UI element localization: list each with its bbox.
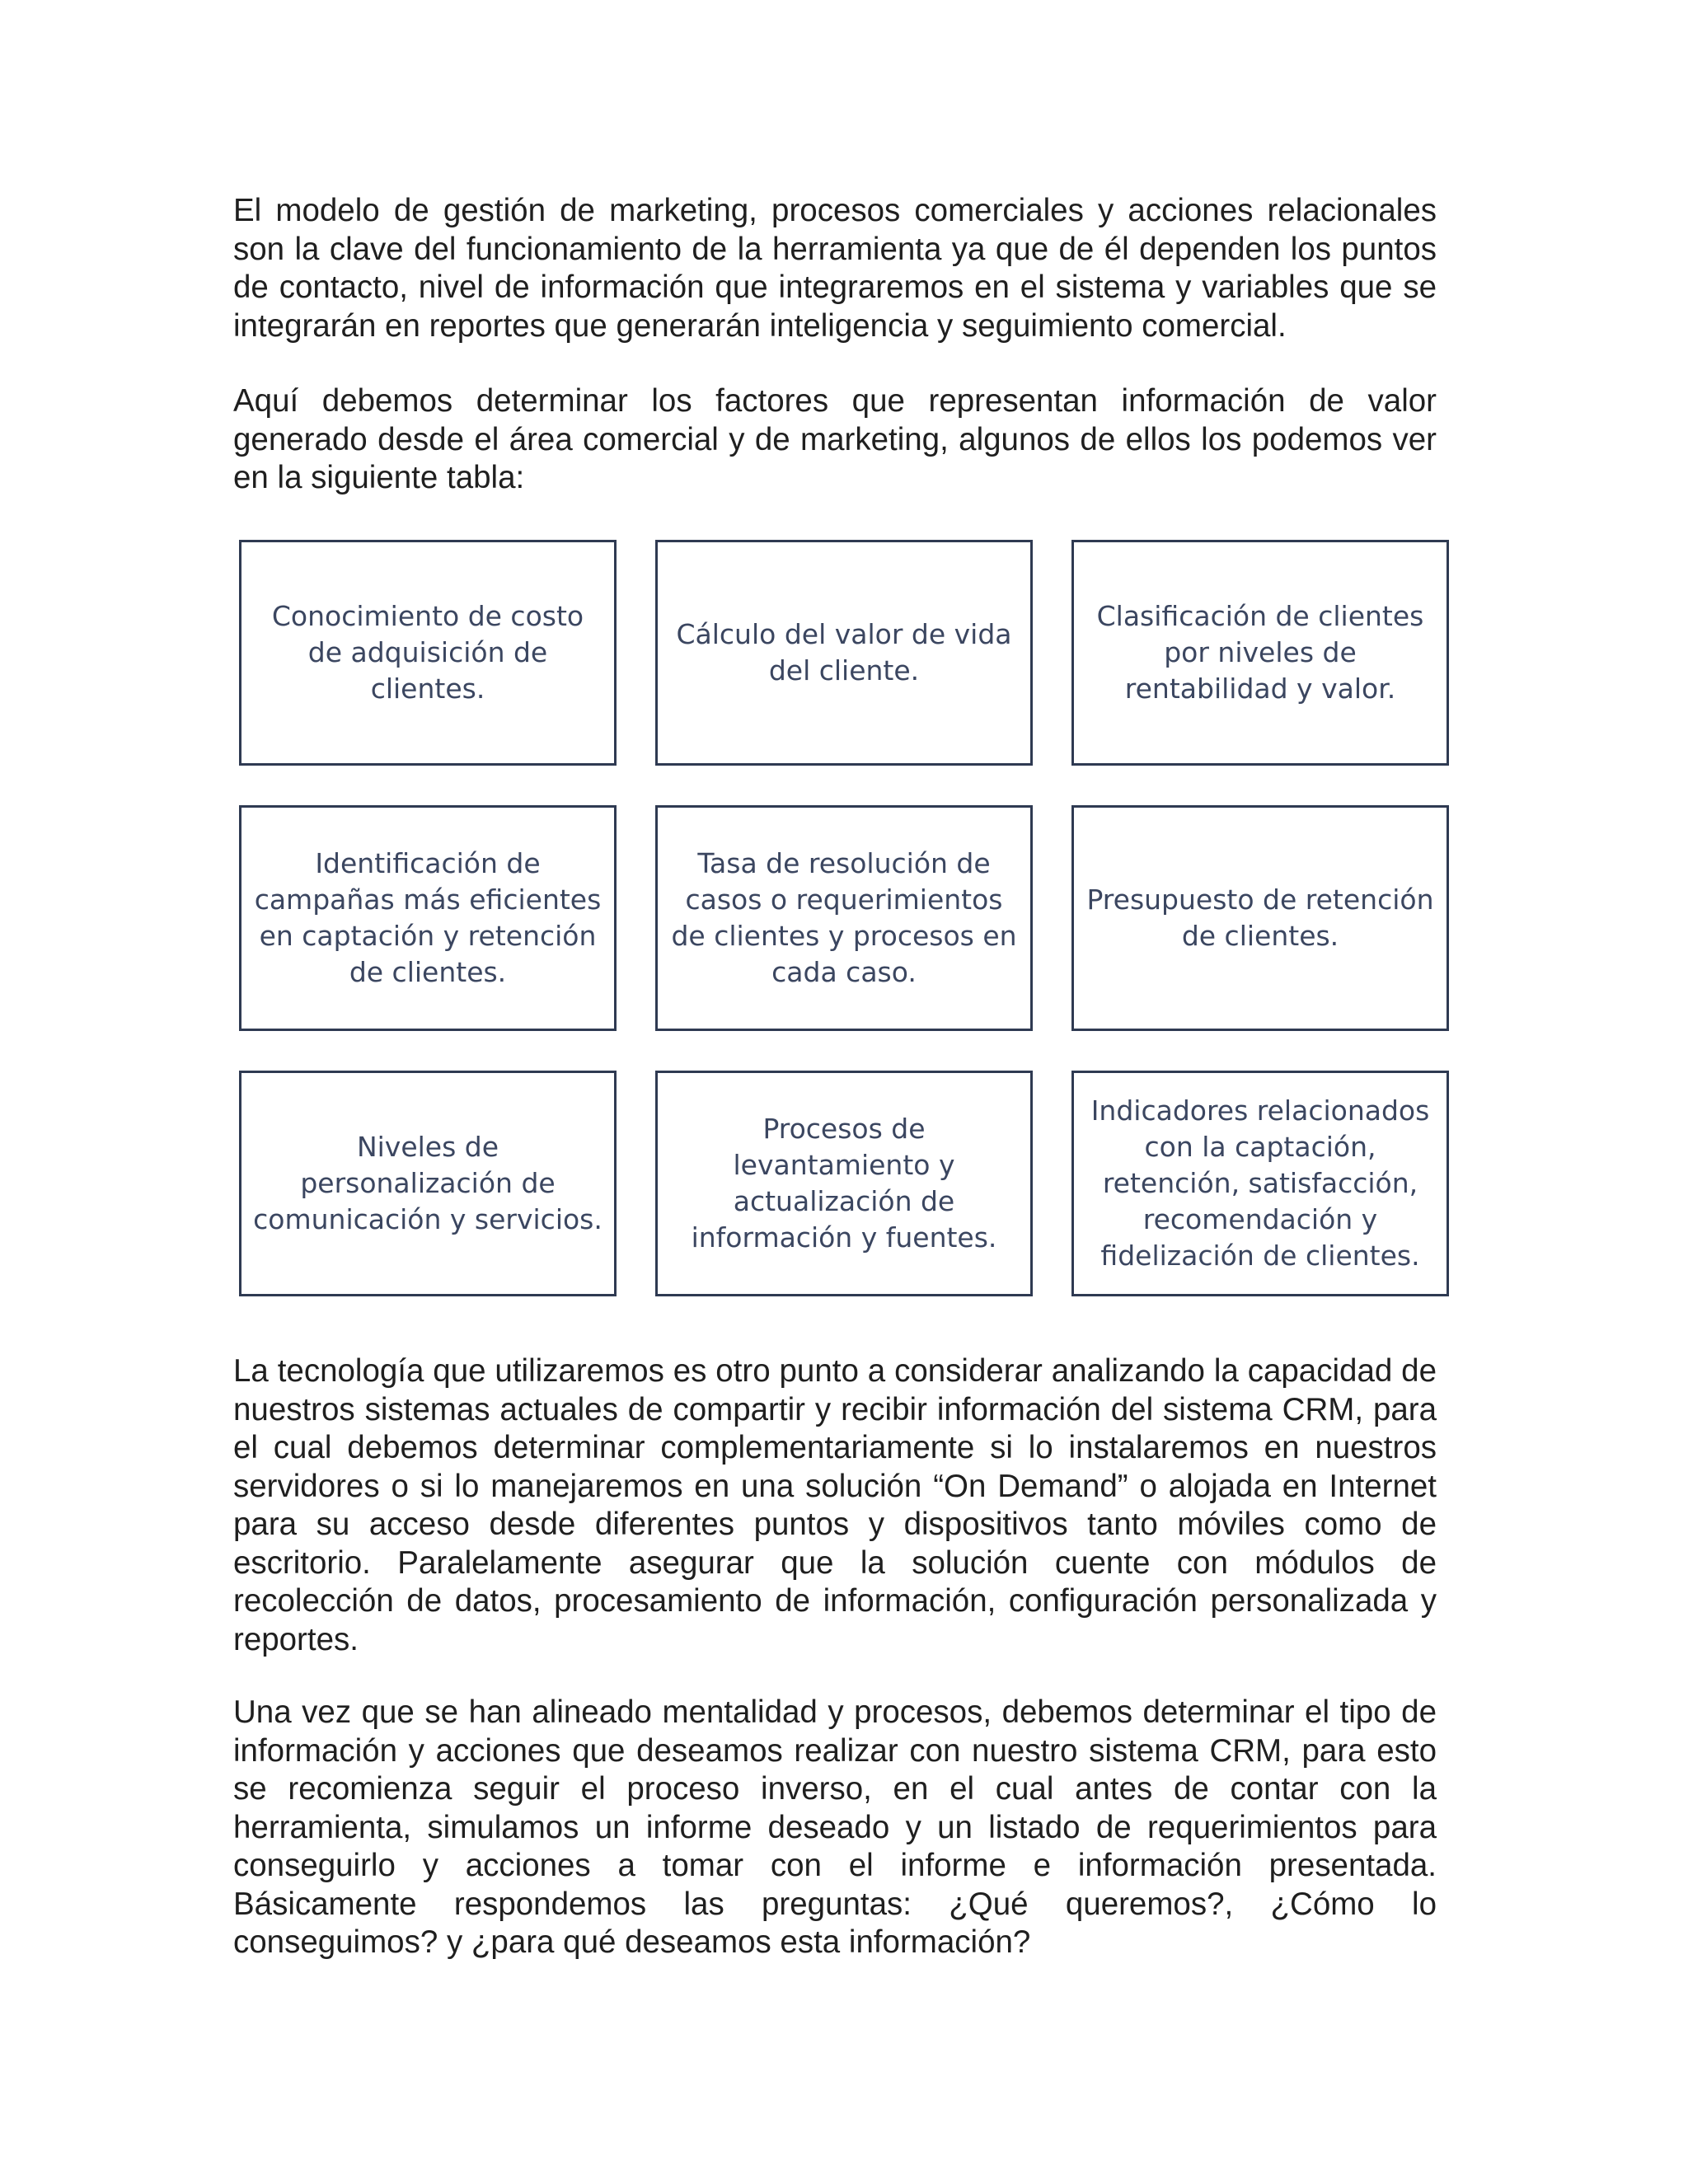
paragraph-factors-intro: Aquí debemos determinar los factores que representan información de valor generado desde el área comercial y de marketing, algunos de ellos los podemos ver en la siguiente tabla: — [233, 383, 1437, 495]
factor-box — [1071, 805, 1449, 1031]
factor-text: Conocimiento de costo de adquisición de clientes. — [271, 600, 584, 705]
paragraph-process: Una vez que se han alineado mentalidad y procesos, debemos determinar el tipo de información y acciones que deseamos realizar con nuestro sistema CRM, para esto se recomienza seguir el proceso inverso, en el cual antes de contar con la herramienta, simulamos un informe deseado y un listado de requerimientos para conseguirlo y acciones a tomar con el informe e información presentada. Básicamente respondemos las preguntas: ¿Qué queremos?, ¿Cómo lo conseguimos? y ¿para qué deseamos esta información? — [233, 1694, 1437, 1960]
factor-text: Presupuesto de retención de clientes. — [1086, 883, 1434, 952]
factor-box — [1071, 1071, 1449, 1296]
factor-text: Cálculo del valor de vida del cliente. — [676, 618, 1012, 687]
factor-box — [239, 540, 617, 766]
factor-text: Tasa de resolución de casos o requerimientos de clientes y procesos en cada caso. — [671, 847, 1017, 988]
factor-text: Procesos de levantamiento y actualización de información y fuentes. — [691, 1113, 997, 1254]
factor-box — [239, 805, 617, 1031]
factor-text: Identificación de campañas más eficientes en captación y retención de clientes. — [254, 847, 602, 988]
factor-text: Indicadores relacionados con la captación, retención, satisfacción, recomendación y fidelización de clientes. — [1090, 1094, 1430, 1272]
factor-text: Clasificación de clientes por niveles de rentabilidad y valor. — [1096, 600, 1424, 705]
factor-box — [1071, 540, 1449, 766]
factor-box — [655, 540, 1033, 766]
factor-box — [655, 805, 1033, 1031]
factor-box — [239, 1071, 617, 1296]
paragraph-technology: La tecnología que utilizaremos es otro punto a considerar analizando la capacidad de nuestros sistemas actuales de compartir y recibir información del sistema CRM, para el cual debemos determinar complementariamente si lo instalaremos en nuestros servidores o si lo manejaremos en una solución “On Demand” o alojada en Internet para su acceso desde diferentes puntos y dispositivos tanto móviles como de escritorio. Paralelamente asegurar que la solución cuente con módulos de recolección de datos, procesamiento de información, configuración personalizada y reportes. — [233, 1353, 1437, 1657]
paragraph-intro: El modelo de gestión de marketing, procesos comerciales y acciones relacionales son la clave del funcionamiento de la herramienta ya que de él dependen los puntos de contacto, nivel de información que integraremos en el sistema y variables que se integrarán en reportes que generarán inteligencia y seguimiento comercial. — [233, 193, 1437, 344]
factor-box — [655, 1071, 1033, 1296]
factors-table — [239, 540, 1451, 1310]
factor-text: Niveles de personalización de comunicación y servicios. — [253, 1131, 603, 1235]
